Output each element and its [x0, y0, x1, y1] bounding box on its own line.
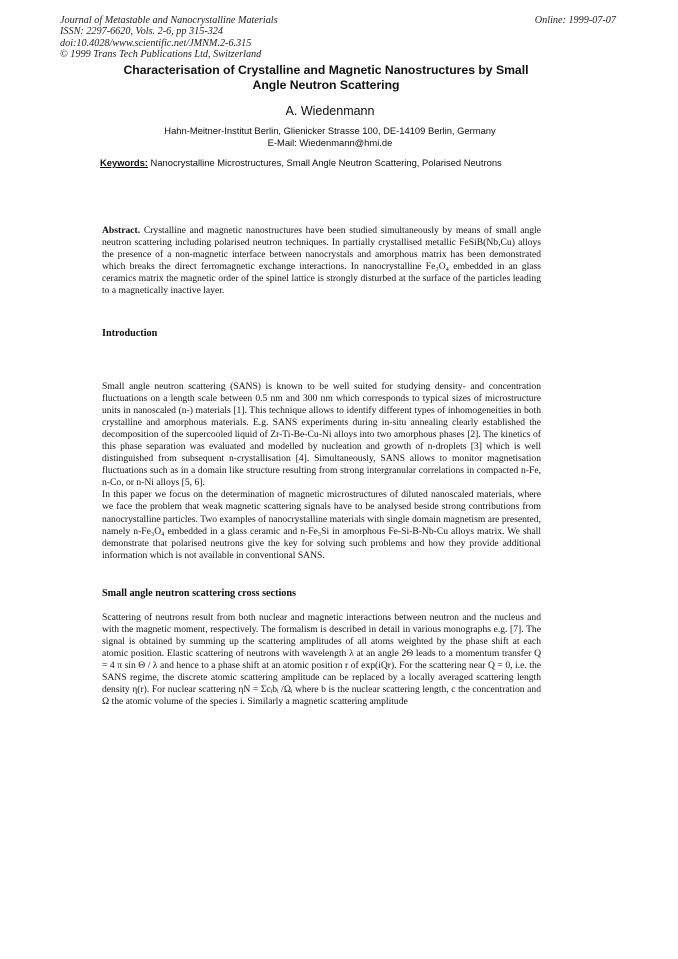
section-heading-sans-cross-sections: Small angle neutron scattering cross sections — [102, 588, 297, 599]
paragraph: In this paper we focus on the determination of magnetic microstructures of diluted nanoscaled materials, where we face the problem that weak magnetic scattering signals have to be analysed beside strong contributions from nanocrystalline particles. Two examples of nanocrystalline materials with single domain magnetism are presented, namely n-Fe₃O₄ embedded in a glass ceramic and n-Fe₃Si in amorphous Fe-Si-B-Nb-Cu alloys matrix. We shall demonstrate that polarised neutrons give the key for solving such problems and how they provide additional information which is not available in conventional SANS. — [102, 489, 541, 561]
sans-cross-sections-body — [102, 612, 541, 708]
keywords-text: Nanocrystalline Microstructures, Small Angle Neutron Scattering, Polarised Neutrons — [150, 157, 502, 168]
title-line-1: Characterisation of Crystalline and Magnetic Nanostructures by Small — [123, 63, 529, 77]
author-name: A. Wiedenmann — [285, 104, 375, 118]
author-affiliation — [80, 125, 580, 149]
abstract-text: Crystalline and magnetic nanostructures have been studied simultaneously by means of small angle neutron scattering including polarised neutron techniques. In partially crystallised metallic FeSiB(Nb,Cu) alloys the presence of a non-magnetic interface between nanocrystals and amorphous matrix has been demonstrated which breaks the direct ferromagnetic exchange interactions. In nanocrystalline Fe₃O₄ embedded in an glass ceramics matrix the magnetic order of the spinel lattice is strongly disturbed at the surface of the particles leading to a magnetically inactive layer. — [102, 225, 541, 297]
paragraph: Scattering of neutrons result from both nuclear and magnetic interactions between neutron and the nucleus and with the magnetic moment, respectively. The formalism is described in detail in various monographs e.g. [7]. The signal is obtained by summing up the scattering amplitudes of all atoms weighted by the phase shift at each atomic position. Elastic scattering of neutrons with wavelength λ at an angle 2Θ leads to a momentum transfer Q = 4 π sin Θ / λ and hence to a phase shift at an atomic position r of exp(iQr). For the scattering near Q = 0, i.e. the SANS regime, the discrete atomic scattering amplitude can be replaced by a locally averaged scattering length density η(r). For nuclear scattering ηN = Σcᵢbᵢ /Ωᵢ where b is the nuclear scattering length, c the concentration and Ω the atomic volume of the species i. Similarly a magnetic scattering amplitude — [102, 612, 541, 708]
journal-doi: doi:10.4028/www.scientific.net/JMNM.2-6.315 — [60, 37, 252, 49]
section-heading-introduction: Introduction — [102, 328, 158, 339]
journal-info — [60, 15, 360, 60]
paper-title — [95, 63, 557, 92]
paragraph: Small angle neutron scattering (SANS) is known to be well suited for studying density- and concentration fluctuations on a length scale between 0.5 nm and 300 nm which corresponds to typical sizes of microstructure units in nanoscaled (n-) materials [1]. This technique allows to identify different types of inhomogeneities in both crystalline and amorphous materials. E.g. SANS experiments during in-situ annealing clearly established the decomposition of the supercooled liquid of Zr-Ti-Be-Cu-Ni alloys into two amorphous phases [2]. The kinetics of this phase separation was evaluated and modelled by nucleation and growth of n-droplets [3] which is well distinguished from subsequent n-crystallisation [4]. Simultaneously, SANS allows to monitor magnetisation fluctuations such as in a domain like structure resulting from strong intergranular correlations in compacted n-Fe, n-Co, or n-Ni alloys [5, 6]. — [102, 381, 541, 489]
keywords — [100, 157, 580, 169]
keywords-label: Keywords: — [100, 157, 148, 168]
online-date: Online: 1999-07-07 — [534, 15, 616, 26]
introduction-body — [102, 381, 541, 562]
journal-name: Journal of Metastable and Nanocrystalline Materials — [60, 15, 278, 26]
abstract — [102, 225, 541, 297]
affiliation-address: Hahn-Meitner-Institut Berlin, Glienicker Strasse 100, DE-14109 Berlin, Germany — [164, 125, 496, 136]
journal-issn: ISSN: 2297-6620, Vols. 2-6, pp 315-324 — [60, 26, 223, 38]
author-email: E-Mail: Wiedenmann@hmi.de — [267, 137, 393, 148]
journal-copyright: © 1999 Trans Tech Publications Ltd, Switzerland — [60, 48, 262, 60]
title-line-2: Angle Neutron Scattering — [252, 77, 400, 92]
abstract-label: Abstract. — [102, 225, 141, 236]
